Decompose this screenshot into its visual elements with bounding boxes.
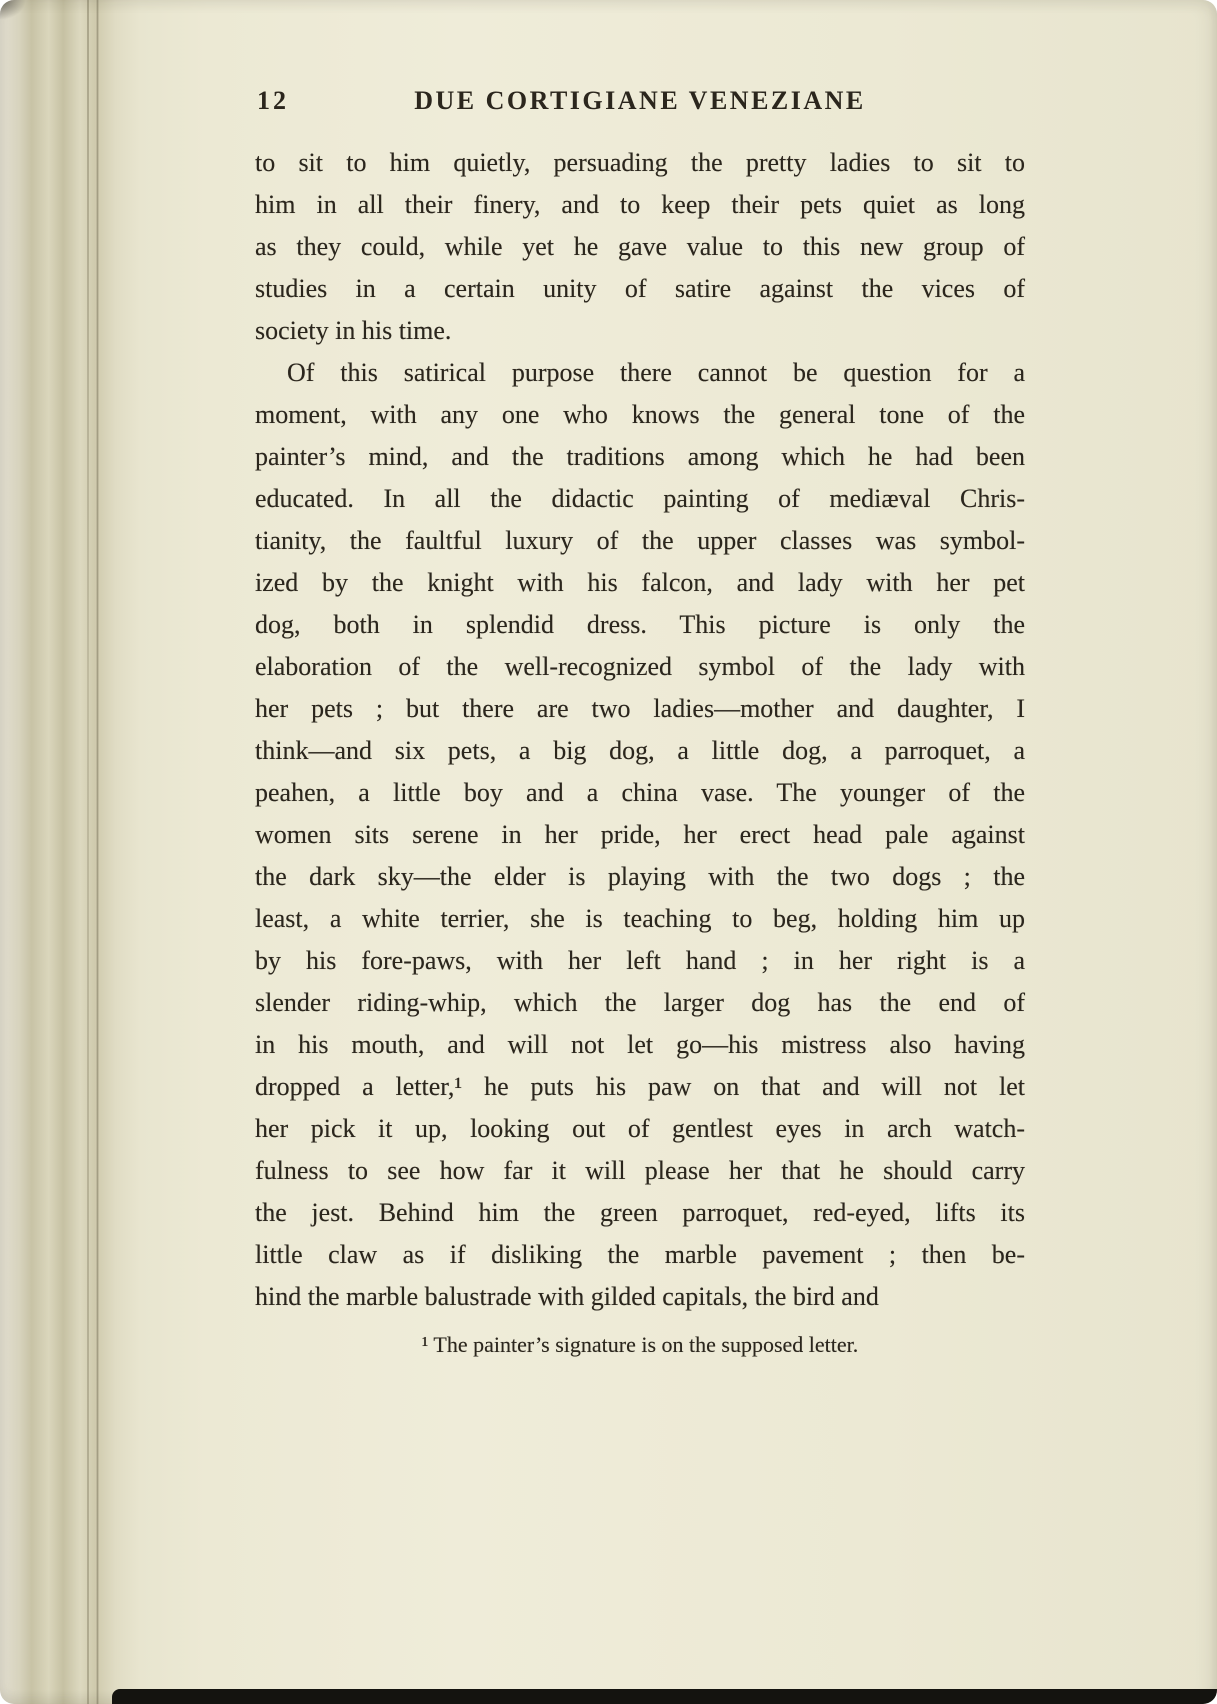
text-line: little claw as if disliking the marble pavement ; then be-	[255, 1240, 1025, 1269]
text-line: as they could, while yet he gave value to this new group of	[255, 232, 1025, 261]
running-title: DUE CORTIGIANE VENEZIANE	[414, 86, 866, 115]
text-line: tianity, the faultful luxury of the upper classes was symbol-	[255, 526, 1025, 555]
text-line: in his mouth, and will not let go—his mistress also having	[255, 1030, 1025, 1059]
text-line: by his fore-paws, with her left hand ; in her right is a	[255, 946, 1025, 975]
text-line: Of this satirical purpose there cannot be question for a	[287, 358, 1025, 387]
text-line: dropped a letter,¹ he puts his paw on that and will not let	[255, 1072, 1025, 1101]
text-line: ized by the knight with his falcon, and lady with her pet	[255, 568, 1025, 597]
text-line: society in his time.	[255, 316, 452, 345]
page-number: 12	[257, 86, 289, 115]
paragraph	[255, 352, 1025, 1318]
text-line: fulness to see how far it will please her that he should carry	[255, 1156, 1025, 1185]
text-line: peahen, a little boy and a china vase. The younger of the	[255, 778, 1025, 807]
text-line: least, a white terrier, she is teaching to beg, holding him up	[255, 904, 1025, 933]
text-line: women sits serene in her pride, her erect head pale against	[255, 820, 1025, 849]
text-line: her pick it up, looking out of gentlest eyes in arch watch-	[255, 1114, 1025, 1143]
body-text	[255, 142, 1025, 1318]
text-line: think—and six pets, a big dog, a little dog, a parroquet, a	[255, 736, 1025, 765]
page-header	[255, 86, 1025, 120]
text-line: to sit to him quietly, persuading the pretty ladies to sit to	[255, 148, 1025, 177]
scan-bottom-edge	[112, 1689, 1217, 1704]
binding-crease	[96, 0, 99, 1704]
text-line: him in all their finery, and to keep their pets quiet as long	[255, 190, 1025, 219]
text-line: elaboration of the well-recognized symbol of the lady with	[255, 652, 1025, 681]
text-line: the jest. Behind him the green parroquet, red-eyed, lifts its	[255, 1198, 1025, 1227]
paragraph	[255, 142, 1025, 352]
text-line: slender riding-whip, which the larger dog has the end of	[255, 988, 1025, 1017]
footnote: ¹ The painter’s signature is on the supposed letter.	[421, 1332, 859, 1357]
text-line: moment, with any one who knows the general tone of the	[255, 400, 1025, 429]
text-line: painter’s mind, and the traditions among which he had been	[255, 442, 1025, 471]
text-line: studies in a certain unity of satire against the vices of	[255, 274, 1025, 303]
text-line: the dark sky—the elder is playing with the two dogs ; the	[255, 862, 1025, 891]
text-line: educated. In all the didactic painting of mediæval Chris-	[255, 484, 1025, 513]
scan-corner-mark	[0, 0, 26, 20]
text-line: dog, both in splendid dress. This picture is only the	[255, 610, 1025, 639]
page-edge-line	[87, 0, 89, 1704]
page-content	[255, 0, 1025, 1360]
text-line: her pets ; but there are two ladies—mother and daughter, I	[255, 694, 1025, 723]
text-line: hind the marble balustrade with gilded capitals, the bird and	[255, 1282, 879, 1311]
